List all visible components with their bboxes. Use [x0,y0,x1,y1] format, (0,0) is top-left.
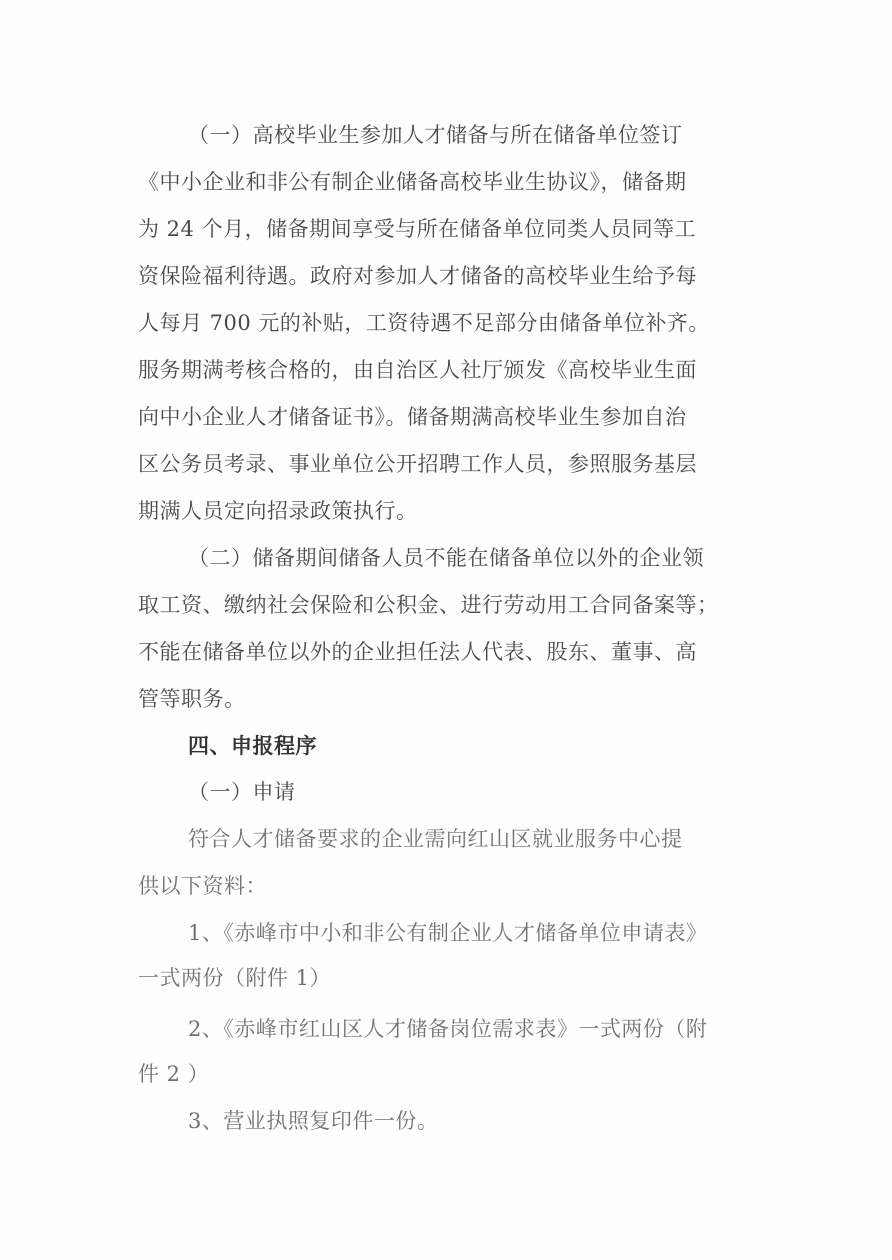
item2-line2: 件 2 ） [138,1062,210,1086]
para1-line8: 区公务员考录、事业单位公开招聘工作人员，参照服务基层 [138,452,697,476]
para1-line3: 为 24 个月，储备期间享受与所在储备单位同类人员同等工 [138,217,697,241]
para1-line7: 向中小企业人才储备证书》。储备期满高校毕业生参加自治 [138,405,687,429]
para1-line9: 期满人员定向招录政策执行。 [138,499,418,523]
para1-line5: 人每月 700 元的补贴，工资待遇不足部分由储备单位补齐。 [138,311,710,335]
para2-line1: （二）储备期间储备人员不能在储备单位以外的企业领 [188,546,704,570]
para2-line4: 管等职务。 [138,687,246,711]
para1-line4: 资保险福利待遇。政府对参加人才储备的高校毕业生给予每 [138,264,697,288]
para2-line3: 不能在储备单位以外的企业担任法人代表、股东、董事、高 [138,640,697,664]
para1-line6: 服务期满考核合格的，由自治区人社厅颁发《高校毕业生面 [138,358,697,382]
para3-line2: 供以下资料： [138,874,267,898]
para3-line1: 符合人才储备要求的企业需向红山区就业服务中心提 [188,827,683,851]
subsection-heading: （一）申请 [188,780,296,804]
item3-line1: 3、营业执照复印件一份。 [188,1109,439,1133]
item2-line1: 2、《赤峰市红山区人才储备岗位需求表》一式两份（附 [188,1017,708,1041]
para2-line2: 取工资、缴纳社会保险和公积金、进行劳动用工合同备案等； [138,593,719,617]
item1-line2: 一式两份（附件 1） [138,966,332,990]
item1-line1: 1、《赤峰市中小和非公有制企业人才储备单位申请表》 [188,921,708,945]
para1-line2: 《中小企业和非公有制企业储备高校毕业生协议》，储备期 [138,170,687,194]
para1-line1: （一）高校毕业生参加人才储备与所在储备单位签订 [188,123,683,147]
section-heading: 四、申报程序 [188,733,317,758]
